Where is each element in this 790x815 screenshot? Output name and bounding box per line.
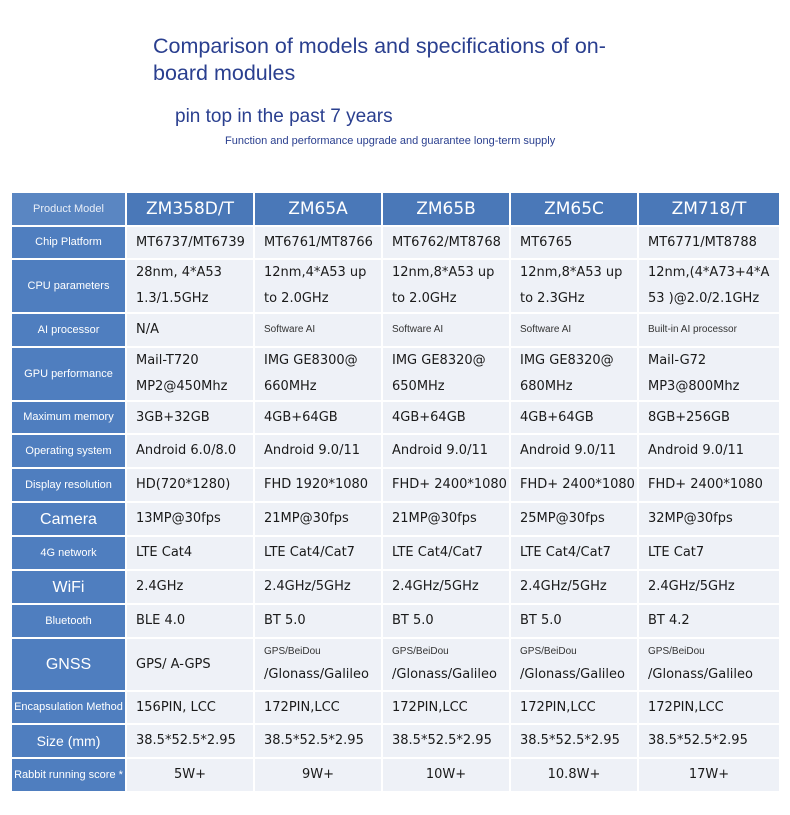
table-cell <box>255 435 381 467</box>
table-cell <box>127 402 253 433</box>
table-cell <box>127 348 253 400</box>
page-caption: Function and performance upgrade and guarantee long-term supply <box>225 135 556 147</box>
table-cell <box>639 469 779 501</box>
cell-line: 12nm,8*A53 up <box>392 265 495 280</box>
table-cell <box>511 537 637 569</box>
cell-line: 9W+ <box>301 767 335 782</box>
cell-line: 53 )@2.0/2.1GHz <box>648 291 760 306</box>
cell-line: 4GB+64GB <box>392 409 466 425</box>
table-cell <box>511 692 637 723</box>
cell-line: 10.8W+ <box>547 767 601 782</box>
table-row <box>12 435 779 467</box>
table-row <box>12 314 779 346</box>
cell-line: MT6737/MT6739 <box>136 234 245 250</box>
table-cell <box>127 435 253 467</box>
table-cell <box>511 639 637 690</box>
cell-line: MT6762/MT8768 <box>392 234 501 250</box>
table-row <box>12 260 779 312</box>
table-cell <box>255 692 381 723</box>
table-row <box>12 469 779 501</box>
page-subtitle: pin top in the past 7 years <box>175 106 393 127</box>
table-cell <box>255 260 381 312</box>
table-cell <box>383 469 509 501</box>
cell-line: MT6761/MT8766 <box>264 234 373 250</box>
table-cell <box>639 260 779 312</box>
table-row <box>12 692 779 723</box>
cell-line: Android 9.0/11 <box>648 443 744 458</box>
table-cell <box>511 725 637 757</box>
row-label: Bluetooth <box>12 605 125 637</box>
cell-line: FHD+ 2400*1080 <box>520 477 635 492</box>
cell-line: to 2.0GHz <box>392 291 457 306</box>
row-label: 4G network <box>12 537 125 569</box>
table-cell <box>383 537 509 569</box>
cell-line: 2.4GHz/5GHz <box>648 579 735 594</box>
cell-line: GPS/BeiDou <box>648 645 705 657</box>
spec-table <box>10 191 781 793</box>
model-header: ZM718/T <box>639 193 779 225</box>
table-cell <box>127 571 253 603</box>
table-cell <box>127 260 253 312</box>
row-label: Rabbit running score * <box>12 759 125 791</box>
table-cell <box>255 571 381 603</box>
table-row <box>12 605 779 637</box>
cell-line: Mail-G72 <box>648 353 707 368</box>
row-label: GNSS <box>12 639 125 690</box>
cell-line: BT 5.0 <box>392 613 434 628</box>
cell-line: 21MP@30fps <box>392 511 477 526</box>
cell-line: 38.5*52.5*2.95 <box>648 733 748 748</box>
cell-line: 38.5*52.5*2.95 <box>392 733 492 748</box>
table-cell <box>511 435 637 467</box>
table-cell <box>127 605 253 637</box>
page-title: Comparison of models and specifications of on-board modules <box>153 34 606 85</box>
table-row <box>12 725 779 757</box>
cell-line: 38.5*52.5*2.95 <box>520 733 620 748</box>
table-cell <box>127 314 253 346</box>
table-cell <box>639 571 779 603</box>
table-cell <box>127 759 253 791</box>
cell-line: FHD+ 2400*1080 <box>648 477 763 492</box>
cell-line: /Glonass/Galileo <box>648 666 753 682</box>
row-label: Chip Platform <box>12 227 125 258</box>
table-cell <box>639 605 779 637</box>
cell-line: 2.4GHz/5GHz <box>264 579 351 594</box>
table-cell <box>639 435 779 467</box>
cell-line: BT 5.0 <box>264 613 306 628</box>
table-cell <box>639 227 779 258</box>
table-cell <box>255 469 381 501</box>
cell-line: BLE 4.0 <box>136 613 186 628</box>
cell-line: 4GB+64GB <box>520 409 594 425</box>
cell-line: Android 9.0/11 <box>392 443 488 458</box>
row-label: GPU performance <box>12 348 125 400</box>
table-cell <box>639 692 779 723</box>
row-label: WiFi <box>12 571 125 603</box>
cell-line: MP2@450Mhz <box>136 379 228 394</box>
table-cell <box>127 725 253 757</box>
table-cell <box>383 227 509 258</box>
cell-line: 32MP@30fps <box>648 511 733 526</box>
cell-line: 3GB+32GB <box>136 409 210 425</box>
cell-line: LTE Cat4/Cat7 <box>392 545 483 560</box>
cell-line: BT 4.2 <box>648 613 690 628</box>
table-cell <box>255 537 381 569</box>
cell-line: IMG GE8320@ <box>520 353 614 368</box>
cell-line: FHD+ 2400*1080 <box>392 477 507 492</box>
cell-line: 650MHz <box>392 379 445 394</box>
table-cell <box>511 759 637 791</box>
table-cell <box>511 260 637 312</box>
cell-line: /Glonass/Galileo <box>392 666 497 682</box>
cell-line: to 2.3GHz <box>520 291 585 306</box>
cell-line: 172PIN,LCC <box>520 699 596 715</box>
cell-line: 4GB+64GB <box>264 409 338 425</box>
table-cell <box>255 503 381 535</box>
cell-line: 13MP@30fps <box>136 511 221 526</box>
cell-line: LTE Cat4 <box>136 545 193 560</box>
table-cell <box>511 571 637 603</box>
cell-line: BT 5.0 <box>520 613 562 628</box>
cell-line: 2.4GHz/5GHz <box>520 579 607 594</box>
cell-line: MP3@800Mhz <box>648 379 740 394</box>
cell-line: 8GB+256GB <box>648 409 730 425</box>
table-cell <box>511 503 637 535</box>
table-cell <box>639 402 779 433</box>
cell-line: to 2.0GHz <box>264 291 329 306</box>
table-cell <box>127 639 253 690</box>
table-cell <box>255 605 381 637</box>
cell-line: N/A <box>136 322 159 337</box>
table-cell <box>383 571 509 603</box>
table-cell <box>255 639 381 690</box>
table-cell <box>511 314 637 346</box>
corner-label: Product Model <box>12 193 125 225</box>
table-row <box>12 503 779 535</box>
cell-line: FHD 1920*1080 <box>264 477 369 492</box>
cell-line: LTE Cat4/Cat7 <box>520 545 611 560</box>
table-cell <box>383 639 509 690</box>
table-cell <box>127 227 253 258</box>
table-cell <box>383 692 509 723</box>
model-header: ZM358D/T <box>127 193 253 225</box>
table-cell <box>639 348 779 400</box>
table-cell <box>255 759 381 791</box>
table-cell <box>127 692 253 723</box>
table-cell <box>511 402 637 433</box>
row-label: Display resolution <box>12 469 125 501</box>
table-cell <box>383 725 509 757</box>
cell-line: Mail-T720 <box>136 353 199 368</box>
cell-line: MT6771/MT8788 <box>648 234 757 250</box>
cell-line: Android 6.0/8.0 <box>136 443 237 458</box>
cell-line: 172PIN,LCC <box>648 699 724 715</box>
table-cell <box>639 314 779 346</box>
table-cell <box>383 260 509 312</box>
table-cell <box>511 227 637 258</box>
cell-line: IMG GE8320@ <box>392 353 486 368</box>
cell-line: 21MP@30fps <box>264 511 349 526</box>
table-cell <box>639 503 779 535</box>
cell-line: LTE Cat7 <box>648 545 705 560</box>
table-cell <box>255 227 381 258</box>
cell-line: HD(720*1280) <box>136 477 231 492</box>
cell-line: 38.5*52.5*2.95 <box>136 733 236 748</box>
table-cell <box>127 469 253 501</box>
cell-line: /Glonass/Galileo <box>520 666 625 682</box>
cell-line: 172PIN,LCC <box>392 699 468 715</box>
table-row <box>12 227 779 258</box>
table-row <box>12 402 779 433</box>
cell-line: 680MHz <box>520 379 573 394</box>
table-cell <box>511 348 637 400</box>
row-label: Size (mm) <box>12 725 125 757</box>
row-label: AI processor <box>12 314 125 346</box>
cell-line: GPS/BeiDou <box>392 645 449 657</box>
cell-line: 156PIN, LCC <box>136 699 216 715</box>
model-header: ZM65B <box>383 193 509 225</box>
table-row <box>12 348 779 400</box>
cell-line: /Glonass/Galileo <box>264 666 369 682</box>
cell-line: LTE Cat4/Cat7 <box>264 545 355 560</box>
cell-line: 2.4GHz/5GHz <box>392 579 479 594</box>
table-cell <box>255 314 381 346</box>
cell-line: 172PIN,LCC <box>264 699 340 715</box>
cell-line: 38.5*52.5*2.95 <box>264 733 364 748</box>
cell-line: 12nm,8*A53 up <box>520 265 623 280</box>
cell-line: Software AI <box>392 324 444 335</box>
table-cell <box>383 759 509 791</box>
table-cell <box>383 348 509 400</box>
row-label: Operating system <box>12 435 125 467</box>
model-header: ZM65A <box>255 193 381 225</box>
table-cell <box>255 725 381 757</box>
table-cell <box>255 402 381 433</box>
cell-line: GPS/ A-GPS <box>136 656 211 672</box>
cell-line: Android 9.0/11 <box>264 443 360 458</box>
table-cell <box>511 605 637 637</box>
row-label: Encapsulation Method <box>12 692 125 723</box>
cell-line: GPS/BeiDou <box>520 645 577 657</box>
table-cell <box>511 469 637 501</box>
cell-line: MT6765 <box>520 234 573 250</box>
table-cell <box>383 503 509 535</box>
table-cell <box>383 314 509 346</box>
table-cell <box>383 605 509 637</box>
row-label: CPU parameters <box>12 260 125 312</box>
table-row <box>12 759 779 791</box>
table-row <box>12 537 779 569</box>
cell-line: Android 9.0/11 <box>520 443 616 458</box>
table-cell <box>383 402 509 433</box>
row-label: Camera <box>12 503 125 535</box>
cell-line: IMG GE8300@ <box>264 353 358 368</box>
table-cell <box>383 435 509 467</box>
cell-line: 28nm, 4*A53 <box>136 265 222 280</box>
table-row <box>12 571 779 603</box>
table-cell <box>127 537 253 569</box>
table-cell <box>639 725 779 757</box>
cell-line: Software AI <box>520 324 572 335</box>
table-cell <box>639 537 779 569</box>
cell-line: 12nm,(4*A73+4*A <box>648 265 770 280</box>
cell-line: 10W+ <box>425 767 467 782</box>
cell-line: 12nm,4*A53 up <box>264 265 367 280</box>
cell-line: 1.3/1.5GHz <box>136 291 209 306</box>
table-cell <box>255 348 381 400</box>
table-cell <box>127 503 253 535</box>
cell-line: 5W+ <box>173 767 207 782</box>
header-row <box>12 193 779 225</box>
cell-line: Built-in AI processor <box>648 324 737 335</box>
cell-line: 25MP@30fps <box>520 511 605 526</box>
cell-line: GPS/BeiDou <box>264 645 321 657</box>
table-row <box>12 639 779 690</box>
row-label: Maximum memory <box>12 402 125 433</box>
model-header: ZM65C <box>511 193 637 225</box>
cell-line: 2.4GHz <box>136 579 184 594</box>
table-cell <box>639 639 779 690</box>
cell-line: 17W+ <box>688 767 730 782</box>
table-cell <box>639 759 779 791</box>
cell-line: 660MHz <box>264 379 317 394</box>
cell-line: Software AI <box>264 324 316 335</box>
